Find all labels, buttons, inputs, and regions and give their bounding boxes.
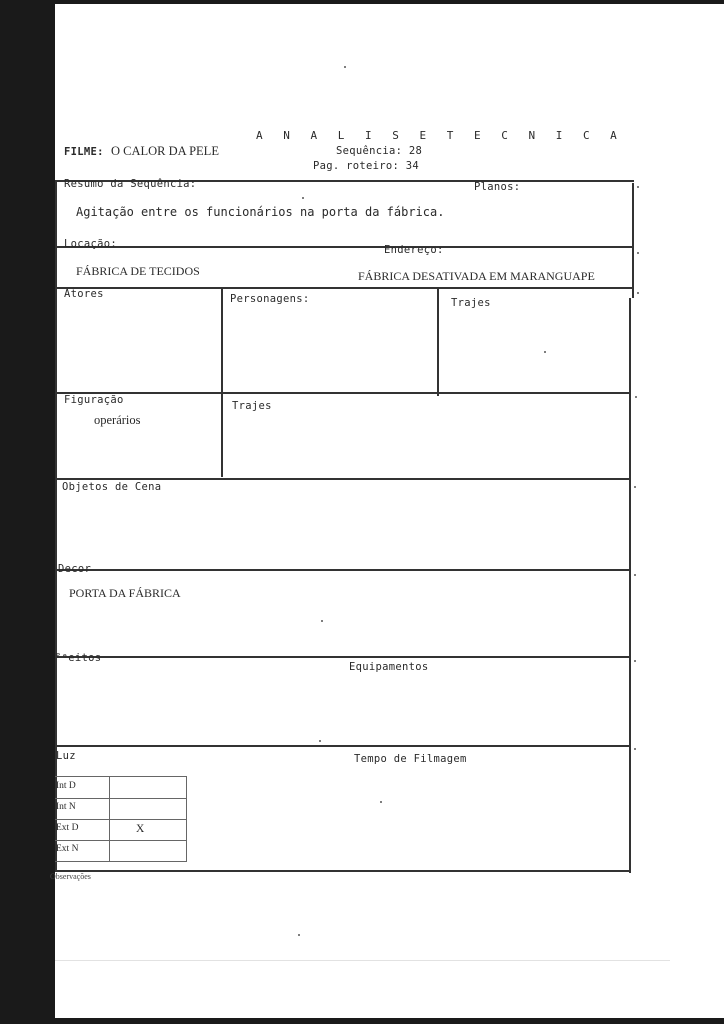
form-border-right-1	[632, 183, 634, 298]
form-border-left	[55, 180, 57, 870]
luz-row-label: Ext N	[56, 844, 79, 854]
scan-speck	[634, 486, 636, 488]
scan-speck	[544, 351, 546, 353]
scan-speck	[637, 252, 639, 254]
luz-table-rule	[55, 819, 187, 820]
observacoes-label: Observações	[50, 872, 91, 881]
form-border-right-2	[629, 298, 631, 873]
luz-label: Luz	[56, 750, 76, 762]
scan-speck	[298, 934, 300, 936]
document-title: A N A L I S E T E C N I C A	[256, 129, 624, 142]
atores-divider	[221, 287, 223, 477]
figuracao-value: operários	[94, 413, 141, 427]
locacao-top-rule	[55, 246, 634, 248]
endereco-value: FÁBRICA DESATIVADA EM MARANGUAPE	[358, 269, 595, 283]
luz-table-divider	[109, 776, 110, 862]
scan-speck	[321, 620, 323, 622]
objetos-label: Objetos de Cena	[62, 481, 162, 493]
personagens-label: Personagens:	[230, 293, 310, 305]
locacao-label: Locação:	[64, 238, 117, 250]
pag-roteiro-value: 34	[405, 160, 419, 172]
luz-row-label: Int N	[56, 802, 76, 812]
pag-roteiro-field	[313, 160, 419, 172]
luz-table-rule	[55, 861, 187, 862]
decor-value: PORTA DA FÁBRICA	[69, 586, 181, 600]
luz-row-label: Ext D	[56, 823, 79, 833]
objetos-top-rule	[55, 478, 631, 480]
decor-top-rule	[55, 569, 631, 571]
scan-speck	[634, 748, 636, 750]
sequencia-field	[336, 145, 422, 157]
luz-table-rule	[55, 798, 187, 799]
scan-border-left	[0, 0, 55, 1024]
endereco-label: Endereço:	[384, 244, 444, 256]
scan-speck	[344, 66, 346, 68]
scan-speck	[637, 292, 639, 294]
scan-speck	[634, 574, 636, 576]
scan-speck	[637, 186, 639, 188]
form-bottom-rule	[55, 870, 631, 872]
filme-value: O CALOR DA PELE	[110, 144, 219, 158]
luz-mark: X	[136, 823, 145, 835]
atores-label: Atores	[64, 288, 104, 300]
luz-table-rule	[55, 840, 187, 841]
resumo-label: Resumo da Sequência:	[64, 178, 197, 190]
figuracao-label: Figuração	[64, 394, 124, 406]
figuracao-top-rule	[55, 392, 631, 394]
trajes-label: Trajes	[451, 297, 491, 309]
page-edge	[55, 960, 670, 961]
cast-top-rule	[55, 287, 634, 289]
scan-speck	[634, 660, 636, 662]
efeitos-label: ᴾᵉeitos	[55, 652, 102, 664]
tempo-filmagem-label: Tempo de Filmagem	[354, 753, 467, 765]
personagens-divider	[437, 288, 439, 396]
figuracao-trajes-label: Trajes	[232, 400, 272, 412]
planos-label: Planos:	[474, 181, 521, 193]
luz-top-rule	[55, 745, 631, 747]
equipamentos-label: Equipamentos	[349, 661, 429, 673]
scan-border-bottom	[55, 1018, 724, 1024]
scan-speck	[319, 740, 321, 742]
efeitos-top-rule	[55, 656, 631, 658]
scan-speck	[635, 396, 637, 398]
scan-speck	[302, 197, 304, 199]
resumo-text: Agitação entre os funcionários na porta da fábrica.	[76, 205, 445, 219]
scan-speck	[380, 801, 382, 803]
sequencia-label: Sequência:	[336, 145, 403, 157]
luz-row-label: Int D	[56, 781, 76, 791]
filme-label: FILME:	[64, 146, 104, 158]
sequencia-value: 28	[408, 145, 423, 157]
scan-border-top	[0, 0, 724, 4]
decor-label: Decor	[58, 563, 92, 575]
pag-roteiro-label: Pag. roteiro:	[313, 160, 400, 172]
luz-table-rule	[55, 776, 187, 777]
luz-table-right	[186, 776, 187, 862]
locacao-value: FÁBRICA DE TECIDOS	[76, 264, 200, 278]
filme-field	[64, 144, 219, 159]
